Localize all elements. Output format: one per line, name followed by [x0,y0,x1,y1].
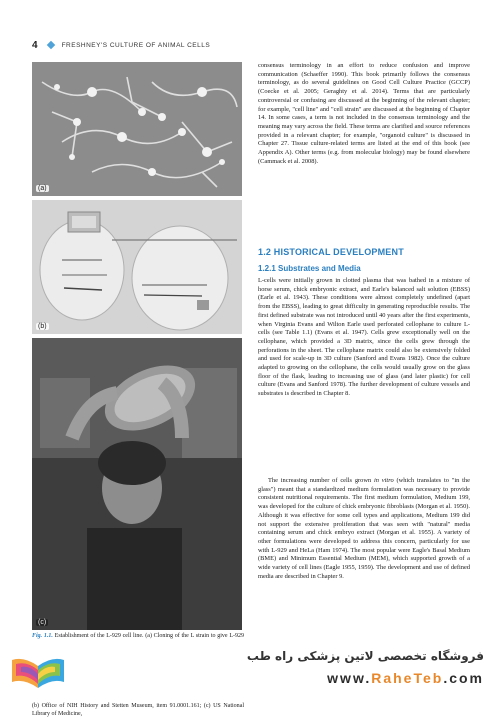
footer-url[interactable] [226,670,484,686]
section-heading: 1.2 HISTORICAL DEVELOPMENT [258,247,404,257]
figure-panel-c [32,338,242,630]
equipment-image [32,200,242,334]
diamond-icon [46,41,54,49]
figure-panel-a [32,62,242,196]
running-title: FRESHNEY'S CULTURE OF ANIMAL CELLS [61,41,211,49]
section-heading-block [258,247,470,257]
para2-rest: (which translates to "in the glass") meant that a standardized medium formulation was necessary to provide consistent nutritional requirements. The first medium formulation, Medium 199, was developed for the culture of chick embryonic fibroblasts (Morgan et al. 1950). Although it was effective for some cell types and applications, Medium 199 did not support the extensive proliferation that was seen with "natural" media containing serum and chick embryo extract (Morgan et al. 1955). A variety of other formulations were developed to address this concern, particularly for use with L-929 and HeLa (Ham 1974). The most popular were Eagle's Basal Medium (BME) and Minimum Essential Medium (MEM), which supported growth of a wide variety of cell lines (Eagle 1955, 1959). The development and use of defined media are described in Chapter 9. [258,477,470,580]
intro-paragraph-block [258,62,470,166]
subsection-heading-block [258,264,470,273]
footer-persian-text: فروشگاه تخصصی لاتین پزشکی راه طب [246,649,484,663]
page-header [32,38,472,52]
panel-label-b: (b) [38,323,47,330]
footer-url-suffix: .com [443,670,484,686]
para2-start: The increasing number of cells grown [268,477,375,484]
panel-label-a: (a) [38,185,47,192]
figure-caption-text: Establishment of the L-929 cell line. (a) Cloning of the L strain to give L-929 (b) Office of NIH History and Stetten Museum, item 91.0001.161; (c) US National Library of Medicine, [32,633,244,718]
intro-paragraph: consensus terminology in an effort to reduce confusion and improve communication (Schaeffer 1990). This book primarily follows the consensus terminology, as do several guidelines on Good Cell Culture Practice (GCCP) (Coecke et al. 2005; Geraghty et al. 2014). Terms that are particularly controversial or confusing are discussed at the beginning of the relevant chapter; for example, "cell line" and "cell strain" are discussed at the beginning of Chapter 14. In some cases, a term is not included in the consensus terminology and the meaning may vary across the field. These terms are clarified and source references provided in a relevant chapter; for example, "organoid culture" is discussed in Chapter 27. Tissue culture-related terms are listed at the end of this book (see Appendix A). Other terms (e.g. from molecular biology) may be found elsewhere (Cammack et al. 2008). [258,62,470,165]
panel-label-c: (c) [38,619,47,626]
para2-italic: in vitro [374,477,394,484]
body-paragraph-2-block [258,477,470,581]
book-logo-icon [10,648,66,694]
body-paragraph-1: L-cells were initially grown in clotted plasma that was bathed in a mixture of horse serum, chick embryonic extract, and Earle's balanced salt solution (EBSS) (Earle et al. 1943). These conditions were almost completely undefined (apart from the EBSS), leading to great difficulty in generating reproducible results. The first defined substrate was not introduced until 40 years after the first experiments, when Virginia Evans and Wilton Earle used perforated cellophane to culture L-cells (see Table 1.1) (Evans et al. 1947). Cells grew exceptionally well on the cellophane, which provided a 3D matrix, since the cells grew through the perforations in the sheet. The cellophane matrix could also be extensively folded and used for scale-up in 3D culture (Sanford and Evans 1982). Once the culture adapted to growing on the cellophane, the cells would usually grow on the glass floor of the flask, leading to increasing use of glass (and later plastic) for cell culture (Evans and Sanford 1978). The further development of culture vessels and substrates is described in Chapter 8. [258,277,470,398]
subsection-heading: 1.2.1 Substrates and Media [258,264,361,273]
figure-caption-label: Fig. 1.1. [32,633,53,639]
page-number: 4 [32,39,38,51]
body-paragraph-2 [258,477,470,581]
footer-url-brand: RaheTeb [371,670,444,686]
micrograph-image [32,62,242,196]
figure-panel-b [32,200,242,334]
body-paragraph-1-block [258,277,470,399]
footer-url-prefix: www. [327,670,372,686]
researcher-photo [32,338,242,630]
